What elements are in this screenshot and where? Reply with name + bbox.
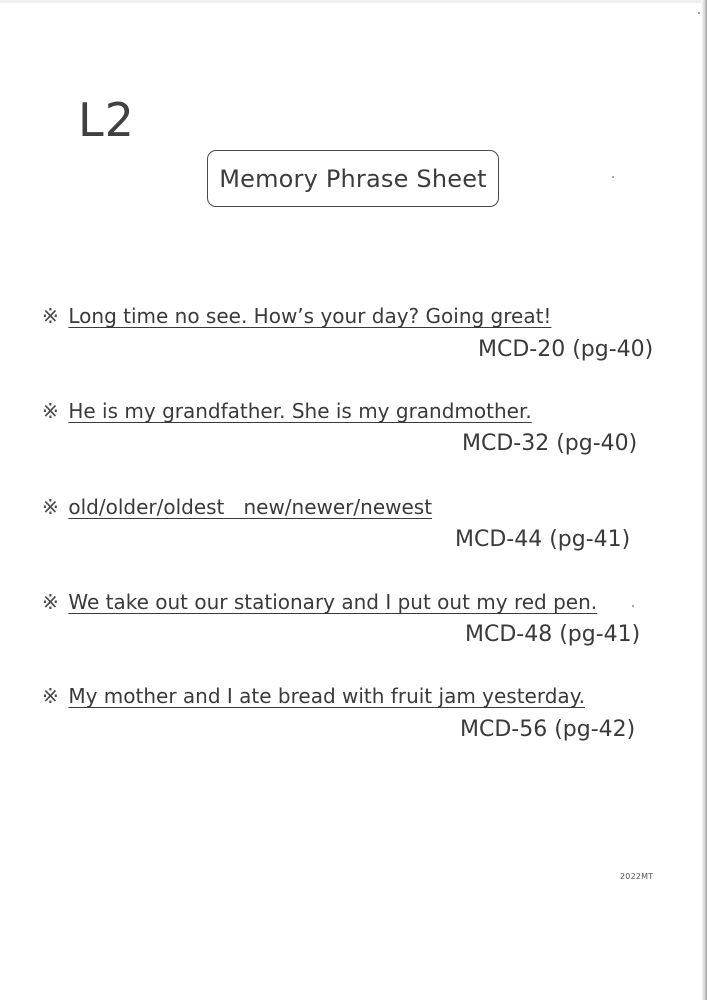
bullet-icon: ※: [42, 684, 59, 708]
phrase-reference: MCD-20 (pg-40): [478, 337, 654, 362]
phrase-text: My mother and I ate bread with fruit jam yesterday.: [68, 684, 586, 708]
footer-mark: 2022MT: [620, 872, 654, 881]
bullet-icon: ※: [42, 495, 59, 519]
scan-speck: [612, 176, 614, 178]
scan-right-edge: [701, 0, 707, 1000]
phrase-item: [42, 398, 532, 424]
scan-speck: [698, 12, 700, 14]
phrase-item: [42, 303, 551, 329]
page-title: Memory Phrase Sheet: [219, 164, 487, 193]
phrase-item: [42, 494, 432, 520]
phrase-item: [42, 683, 585, 709]
phrase-text: We take out our stationary and I put out my red pen.: [68, 590, 598, 614]
phrase-reference: MCD-48 (pg-41): [465, 622, 641, 647]
phrase-reference: MCD-32 (pg-40): [462, 431, 638, 456]
phrase-item: [42, 589, 597, 615]
title-box: [207, 150, 499, 207]
phrase-text: Long time no see. How’s your day? Going great!: [68, 304, 552, 328]
phrase-reference: MCD-44 (pg-41): [455, 527, 631, 552]
phrase-text: old/older/oldest new/newer/newest: [68, 495, 433, 519]
phrase-text: He is my grandfather. She is my grandmother.: [68, 399, 532, 423]
scan-speck: [632, 605, 634, 607]
bullet-icon: ※: [42, 590, 59, 614]
bullet-icon: ※: [42, 304, 59, 328]
phrase-reference: MCD-56 (pg-42): [460, 717, 636, 742]
bullet-icon: ※: [42, 399, 59, 423]
scan-top-edge: [0, 0, 707, 3]
level-heading: L2: [78, 93, 135, 147]
